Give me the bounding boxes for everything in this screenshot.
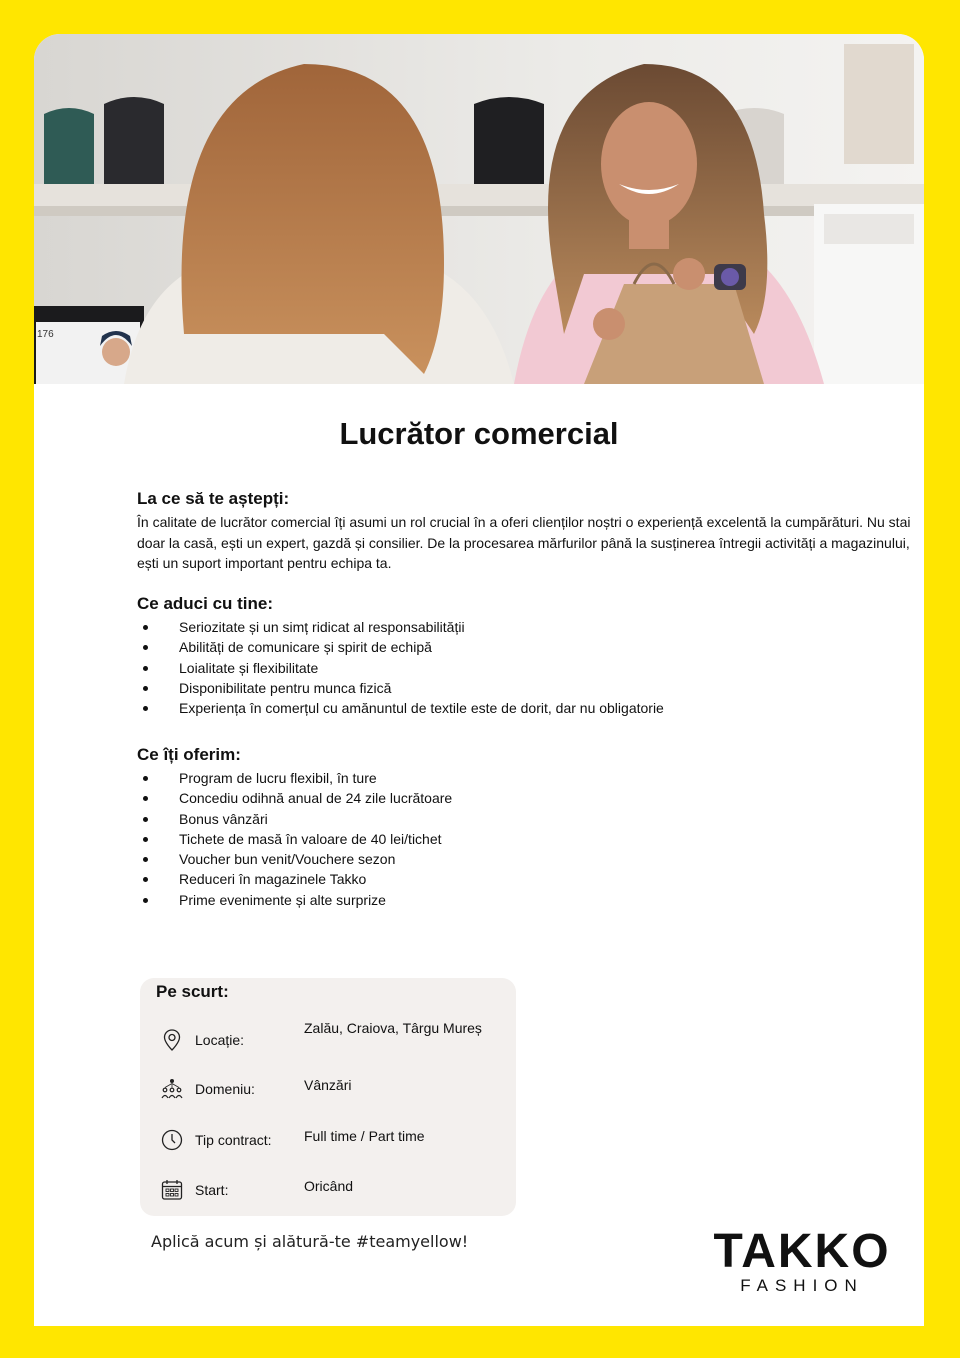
job-poster xyxy=(34,34,924,1326)
expect-text: În calitate de lucrător comercial îți asumi un rol crucial în a oferi clienților noștri o experiență excelentă la cumpărături. Nu stai doar la casă, ești un expert, gazdă și consilier. De la procesarea mărfurilor până la susținerea întregii activități a magazinului, ești un suport important pentru echipa ta. xyxy=(137,514,911,571)
list-item: Voucher bun venit/Vouchere sezon xyxy=(137,849,924,869)
domain-value: Vânzări xyxy=(304,1077,352,1093)
calendar-icon xyxy=(160,1178,184,1202)
list-item: Experiența în comerțul cu amănuntul de textile este de dorit, dar nu obligatorie xyxy=(137,698,924,718)
list-item: Tichete de masă în valoare de 40 lei/tichet xyxy=(137,829,924,849)
team-icon xyxy=(160,1077,184,1101)
logo-word: TAKKO xyxy=(713,1225,891,1278)
expect-heading: La ce să te aștepți: xyxy=(137,489,290,508)
offer-list xyxy=(137,768,924,910)
summary-row-location xyxy=(140,1020,516,1060)
start-value: Oricând xyxy=(304,1178,354,1194)
list-item: Bonus vânzări xyxy=(137,809,924,829)
domain-label: Domeniu: xyxy=(195,1081,255,1097)
summary-box xyxy=(140,978,516,1216)
start-label: Start: xyxy=(195,1182,229,1198)
list-item: Loialitate și flexibilitate xyxy=(137,658,924,678)
takko-logo xyxy=(702,1225,902,1300)
location-label: Locație: xyxy=(195,1032,245,1048)
location-value: Zalău, Craiova, Târgu Mureș xyxy=(304,1020,482,1036)
location-pin-icon xyxy=(160,1028,184,1052)
offer-section xyxy=(137,745,924,910)
logo-subtitle: FASHION xyxy=(740,1276,864,1295)
list-item: Program de lucru flexibil, în ture xyxy=(137,768,924,788)
summary-heading: Pe scurt: xyxy=(156,982,229,1001)
list-item: Abilități de comunicare și spirit de echipă xyxy=(137,637,924,657)
offer-heading: Ce îți oferim: xyxy=(137,745,241,764)
list-item: Reduceri în magazinele Takko xyxy=(137,869,924,889)
page-title: Lucrător comercial xyxy=(339,416,619,451)
hero-illustration xyxy=(34,34,924,384)
list-item: Concediu odihnă anual de 24 zile lucrătoare xyxy=(137,788,924,808)
screen-number: 176 xyxy=(37,329,54,340)
list-item: Prime evenimente și alte surprize xyxy=(137,890,924,910)
clock-icon xyxy=(160,1128,184,1152)
contract-value: Full time / Part time xyxy=(304,1128,425,1144)
list-item: Disponibilitate pentru munca fizică xyxy=(137,678,924,698)
summary-row-domain xyxy=(140,1069,516,1109)
summary-row-contract xyxy=(140,1120,516,1160)
summary-row-start xyxy=(140,1170,516,1210)
call-to-action: Aplică acum și alătură-te #teamyellow! xyxy=(151,1232,469,1251)
list-item: Seriozitate și un simț ridicat al responsabilității xyxy=(137,617,924,637)
bring-list xyxy=(137,617,924,718)
expect-section xyxy=(137,489,924,574)
contract-label: Tip contract: xyxy=(195,1132,272,1148)
bring-section xyxy=(137,594,924,718)
bring-heading: Ce aduci cu tine: xyxy=(137,594,274,613)
hero-photo xyxy=(34,34,924,384)
